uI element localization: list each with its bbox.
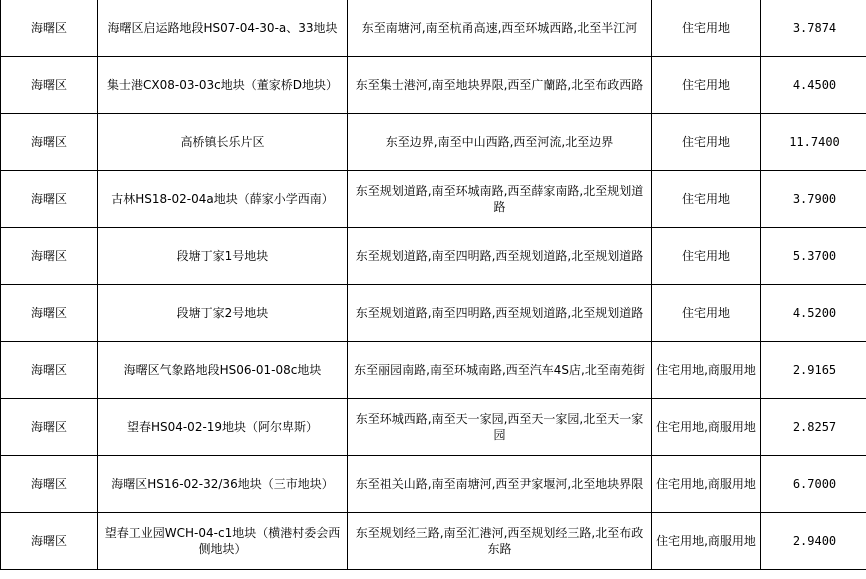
district-cell: 海曙区 (1, 285, 98, 342)
area-cell: 2.9165 (761, 342, 866, 399)
district-cell: 海曙区 (1, 513, 98, 570)
area-cell: 6.7000 (761, 456, 866, 513)
table-row (1, 285, 866, 342)
table-row (1, 399, 866, 456)
district-cell: 海曙区 (1, 114, 98, 171)
plot-name-cell: 海曙区HS16-02-32/36地块（三市地块） (98, 456, 348, 513)
plot-name-cell: 望春工业园WCH-04-c1地块（横港村委会西侧地块） (98, 513, 348, 570)
area-cell: 2.8257 (761, 399, 866, 456)
district-cell: 海曙区 (1, 342, 98, 399)
plot-name-cell: 望春HS04-02-19地块（阿尔卑斯） (98, 399, 348, 456)
land-use-cell: 住宅用地 (652, 114, 761, 171)
table-row (1, 228, 866, 285)
plot-name-cell: 集士港CX08-03-03c地块（董家桥D地块） (98, 57, 348, 114)
district-cell: 海曙区 (1, 399, 98, 456)
plot-name-cell: 海曙区启运路地段HS07-04-30-a、33地块 (98, 0, 348, 57)
land-use-cell: 住宅用地,商服用地 (652, 456, 761, 513)
boundaries-cell: 东至规划经三路,南至汇港河,西至规划经三路,北至布政东路 (348, 513, 652, 570)
table-row (1, 513, 866, 570)
district-cell: 海曙区 (1, 228, 98, 285)
plot-name-cell: 海曙区气象路地段HS06-01-08c地块 (98, 342, 348, 399)
district-cell: 海曙区 (1, 171, 98, 228)
area-cell: 4.4500 (761, 57, 866, 114)
table-row (1, 342, 866, 399)
boundaries-cell: 东至祖关山路,南至南塘河,西至尹家堰河,北至地块界限 (348, 456, 652, 513)
boundaries-cell: 东至集士港河,南至地块界限,西至广蘭路,北至布政西路 (348, 57, 652, 114)
district-cell: 海曙区 (1, 0, 98, 57)
land-use-cell: 住宅用地 (652, 0, 761, 57)
boundaries-cell: 东至环城西路,南至天一家园,西至天一家园,北至天一家园 (348, 399, 652, 456)
land-use-cell: 住宅用地,商服用地 (652, 342, 761, 399)
table-row (1, 456, 866, 513)
district-cell: 海曙区 (1, 57, 98, 114)
table-row (1, 171, 866, 228)
area-cell: 11.7400 (761, 114, 866, 171)
plot-name-cell: 段塘丁家1号地块 (98, 228, 348, 285)
table-row (1, 0, 866, 57)
boundaries-cell: 东至丽园南路,南至环城南路,西至汽车4S店,北至南苑街 (348, 342, 652, 399)
land-use-cell: 住宅用地 (652, 171, 761, 228)
area-cell: 3.7900 (761, 171, 866, 228)
area-cell: 5.3700 (761, 228, 866, 285)
area-cell: 2.9400 (761, 513, 866, 570)
table-body (1, 0, 866, 570)
boundaries-cell: 东至南塘河,南至杭甬高速,西至环城西路,北至半江河 (348, 0, 652, 57)
table-row (1, 57, 866, 114)
area-cell: 3.7874 (761, 0, 866, 57)
boundaries-cell: 东至规划道路,南至四明路,西至规划道路,北至规划道路 (348, 285, 652, 342)
plot-name-cell: 高桥镇长乐片区 (98, 114, 348, 171)
boundaries-cell: 东至规划道路,南至四明路,西至规划道路,北至规划道路 (348, 228, 652, 285)
boundaries-cell: 东至规划道路,南至环城南路,西至薛家南路,北至规划道路 (348, 171, 652, 228)
district-cell: 海曙区 (1, 456, 98, 513)
land-use-cell: 住宅用地 (652, 228, 761, 285)
boundaries-cell: 东至边界,南至中山西路,西至河流,北至边界 (348, 114, 652, 171)
land-use-cell: 住宅用地 (652, 285, 761, 342)
plot-name-cell: 古林HS18-02-04a地块（薛家小学西南） (98, 171, 348, 228)
plot-name-cell: 段塘丁家2号地块 (98, 285, 348, 342)
land-use-cell: 住宅用地,商服用地 (652, 513, 761, 570)
land-use-cell: 住宅用地 (652, 57, 761, 114)
area-cell: 4.5200 (761, 285, 866, 342)
table-row (1, 114, 866, 171)
land-use-cell: 住宅用地,商服用地 (652, 399, 761, 456)
